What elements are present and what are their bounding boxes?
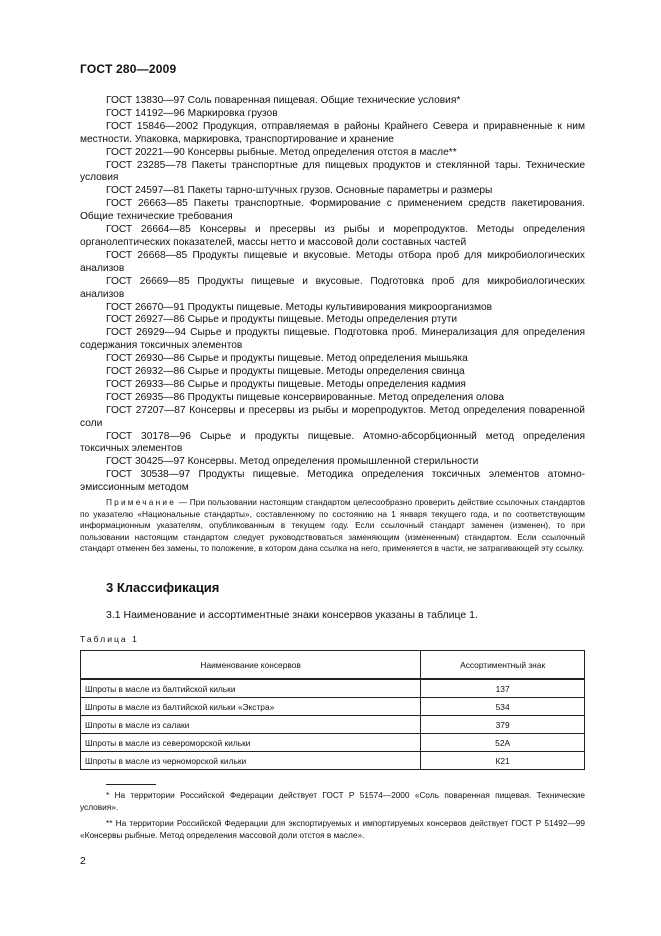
assortment-mark-cell: К21	[421, 752, 585, 770]
column-header-name: Наименование консервов	[81, 651, 421, 680]
footnote: * На территории Российской Федерации действует ГОСТ Р 51574—2000 «Соль поваренная пищевая. Технические условия».	[80, 790, 585, 812]
assortment-mark-cell: 52А	[421, 734, 585, 752]
section-title: 3 Классификация	[106, 580, 220, 595]
reference-item: ГОСТ 26930—86 Сырье и продукты пищевые. Метод определения мышьяка	[106, 353, 468, 365]
reference-item: ГОСТ 26929—94 Сырье и продукты пищевые. Подготовка проб. Минерализация для определения содержания токсичных элементов	[80, 327, 585, 352]
reference-item: ГОСТ 30178—96 Сырье и продукты пищевые. Атомно-абсорбционный метод определения токсичных элементов	[80, 430, 585, 455]
table-caption: Таблица 1	[80, 634, 139, 644]
reference-item: ГОСТ 26668—85 Продукты пищевые и вкусовые. Методы отбора проб для микробиологических анализов	[80, 249, 585, 274]
note-label: Примечание	[106, 497, 177, 507]
reference-item: ГОСТ 26933—86 Сырье и продукты пищевые. Методы определения кадмия	[106, 378, 466, 390]
document-header: ГОСТ 280—2009	[80, 62, 177, 76]
table-row	[81, 716, 585, 734]
reference-item: ГОСТ 20221—90 Консервы рыбные. Метод определения отстоя в масле**	[106, 146, 457, 158]
assortment-table	[80, 650, 585, 770]
reference-item: ГОСТ 26663—85 Пакеты транспортные. Формирование с применением средств пакетирования. Общие технические требования	[80, 198, 585, 223]
table-row	[81, 734, 585, 752]
assortment-mark-cell: 379	[421, 716, 585, 734]
reference-item: ГОСТ 26927—86 Сырье и продукты пищевые. Методы определения ртути	[106, 314, 458, 326]
column-header-mark: Ассортиментный знак	[421, 651, 585, 680]
product-name-cell: Шпроты в масле из салаки	[81, 716, 421, 734]
reference-item: ГОСТ 15846—2002 Продукция, отправляемая в районы Крайнего Севера и приравненные к ним местности. Упаковка, маркировка, транспортирование и хранение	[80, 120, 585, 145]
reference-item: ГОСТ 26932—86 Сырье и продукты пищевые. Методы определения свинца	[106, 366, 465, 378]
reference-list	[80, 95, 585, 495]
reference-item: ГОСТ 27207—87 Консервы и пресервы из рыбы и морепродуктов. Метод определения поваренной соли	[80, 404, 585, 429]
reference-item: ГОСТ 26670—91 Продукты пищевые. Методы культивирования микроорганизмов	[106, 301, 493, 313]
product-name-cell: Шпроты в масле из балтийской кильки	[81, 679, 421, 698]
paragraph-3-1: 3.1 Наименование и ассортиментные знаки консервов указаны в таблице 1.	[106, 609, 478, 621]
page-number: 2	[80, 855, 86, 867]
table-header-row	[81, 651, 585, 680]
product-name-cell: Шпроты в масле из североморской кильки	[81, 734, 421, 752]
note	[80, 497, 585, 555]
reference-item: ГОСТ 26935—86 Продукты пищевые консервированные. Метод определения олова	[106, 391, 505, 403]
table-row	[81, 698, 585, 716]
footnote-separator	[106, 784, 156, 785]
assortment-mark-cell: 137	[421, 679, 585, 698]
product-name-cell: Шпроты в масле из балтийской кильки «Экстра»	[81, 698, 421, 716]
reference-item: ГОСТ 23285—78 Пакеты транспортные для пищевых продуктов и стеклянной тары. Технические условия	[80, 159, 585, 184]
reference-item: ГОСТ 14192—96 Маркировка грузов	[106, 107, 278, 119]
product-name-cell: Шпроты в масле из черноморской кильки	[81, 752, 421, 770]
reference-item: ГОСТ 26669—85 Продукты пищевые и вкусовые. Подготовка проб для микробиологических анализов	[80, 275, 585, 300]
footnote: ** На территории Российской Федерации для экспортируемых и импортируемых консервов действует ГОСТ Р 51492—99 «Консервы рыбные. Метод определения массовой доли отстоя в масле».	[80, 818, 585, 840]
reference-item: ГОСТ 26664—85 Консервы и пресервы из рыбы и морепродуктов. Методы определения органолептических показателей, массы нетто и массовой доли составных частей	[80, 224, 585, 248]
reference-item: ГОСТ 24597—81 Пакеты тарно-штучных грузов. Основные параметры и размеры	[106, 185, 493, 197]
note-text: — При пользовании настоящим стандартом целесообразно проверить действие ссылочных стандартов по указателю «Национальные стандарты», составленному по состоянию на 1 января текущего года, и по соответствующим информационным указателям, опубликованным в текущем году. Если ссылочный стандарт заменен (изменен), то при пользовании настоящим стандартом следует руководствоваться заменяющим (измененным) стандартом. Если ссылочный стандарт отменен без замены, то положение, в котором дана ссылка на него, применяется в части, не затрагивающей эту ссылку.	[80, 497, 585, 554]
reference-item: ГОСТ 30425—97 Консервы. Метод определения промышленной стерильности	[106, 456, 479, 468]
reference-item: ГОСТ 13830—97 Соль поваренная пищевая. Общие технические условия*	[106, 95, 461, 106]
reference-item: ГОСТ 30538—97 Продукты пищевые. Методика определения токсичных элементов атомно-эмиссионным методом	[80, 469, 585, 494]
table-row	[81, 679, 585, 698]
table-row	[81, 752, 585, 770]
assortment-mark-cell: 534	[421, 698, 585, 716]
